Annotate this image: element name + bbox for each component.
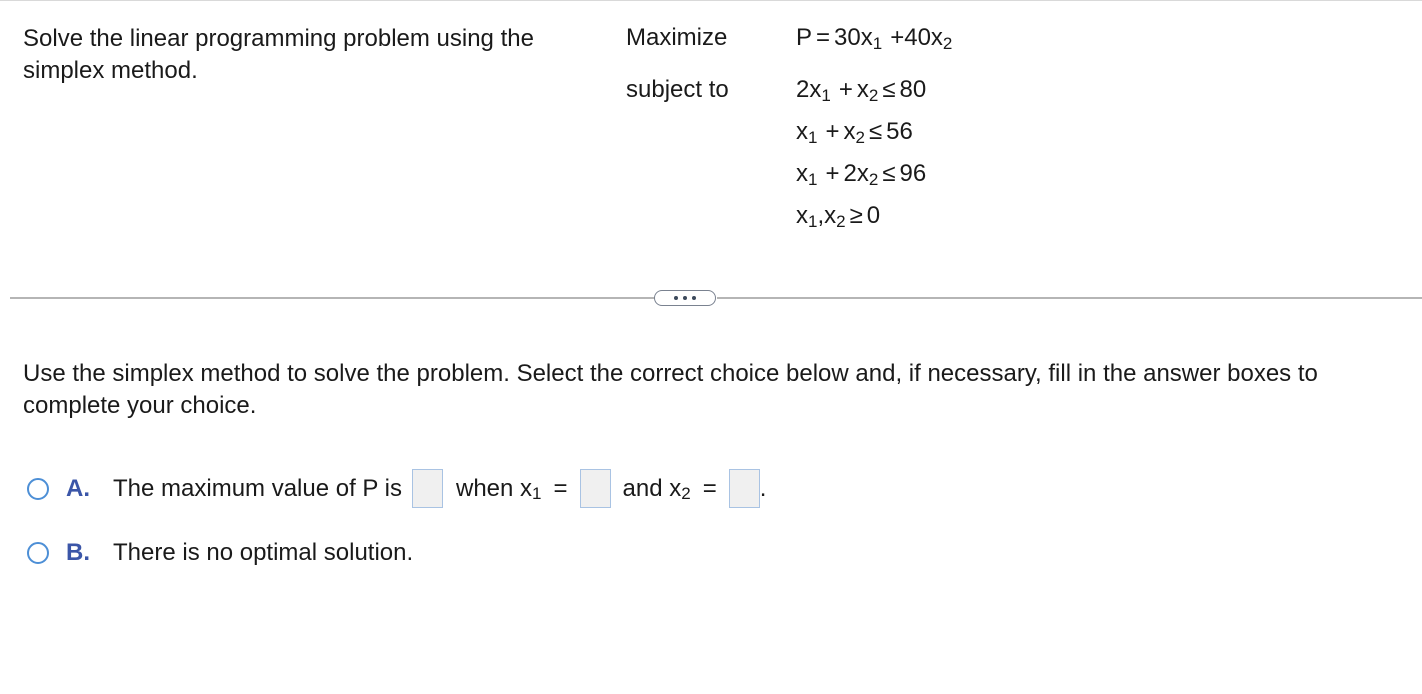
nonneg-sub-a: 1: [808, 212, 818, 231]
constraint-2-sub-a: 1: [808, 128, 818, 147]
objective-lhs: P: [796, 24, 813, 51]
answer-box-x2[interactable]: [729, 469, 760, 508]
choice-a-eq-2: =: [702, 474, 717, 502]
choice-b-text: There is no optimal solution.: [113, 539, 414, 566]
constraint-3-plus: +: [825, 160, 840, 187]
nonnegativity-constraint: [796, 201, 880, 233]
choice-b-letter: B.: [66, 539, 90, 566]
choice-b-radio[interactable]: [27, 542, 49, 564]
choice-a: [27, 469, 766, 508]
nonneg-term-a: x: [796, 202, 808, 229]
constraint-2-term-a: x: [796, 118, 808, 145]
constraint-1-rhs: 80: [899, 76, 927, 103]
choice-a-text: [113, 469, 766, 508]
constraint-1: [796, 75, 926, 107]
constraint-2-sub-b: 2: [855, 128, 865, 147]
objective-function: [796, 23, 952, 55]
nonneg-sub-b: 2: [836, 212, 846, 231]
choice-a-radio[interactable]: [27, 478, 49, 500]
subject-to-label: subject to: [626, 76, 729, 103]
choice-a-sub-1: 1: [532, 483, 542, 503]
objective-plus: +: [890, 24, 905, 51]
objective-eq: =: [816, 24, 831, 51]
objective-term-2: 40x: [904, 24, 943, 51]
problem-intro: Solve the linear programming problem using the simplex method.: [23, 25, 534, 84]
constraint-3-sub-b: 2: [868, 170, 879, 189]
constraint-2-rel: ≤: [868, 118, 883, 145]
section-divider-right: [717, 297, 1422, 299]
constraint-3-term-b: 2x: [843, 160, 869, 187]
objective-sub-2: 2: [942, 34, 953, 53]
nonneg-rhs: 0: [866, 202, 881, 229]
choice-a-period: .: [759, 474, 767, 502]
constraint-1-term-a: 2x: [796, 76, 822, 103]
answer-box-p[interactable]: [412, 469, 443, 508]
constraint-2-term-b: x: [843, 118, 856, 145]
ellipsis-icon: [674, 296, 696, 300]
nonneg-rel: ≥: [849, 202, 863, 229]
choice-a-text-when: when x: [456, 474, 533, 502]
constraint-1-plus: +: [838, 76, 853, 103]
maximize-label: Maximize: [626, 24, 728, 51]
constraint-1-sub-a: 1: [821, 86, 831, 105]
constraint-2-rhs: 56: [886, 118, 913, 145]
objective-term-1: 30x: [834, 24, 873, 51]
constraint-1-rel: ≤: [882, 76, 896, 103]
choice-a-letter: A.: [66, 474, 90, 502]
constraint-3-term-a: x: [796, 160, 808, 187]
answer-box-x1[interactable]: [580, 469, 611, 508]
choice-a-eq-1: =: [553, 474, 568, 502]
constraint-2: [796, 117, 913, 149]
top-rule: [0, 0, 1422, 1]
constraint-2-plus: +: [825, 118, 840, 145]
choice-a-text-max: The maximum value of P is: [113, 474, 402, 502]
constraint-3: [796, 159, 926, 191]
constraint-1-sub-b: 2: [868, 86, 879, 105]
choice-a-sub-2: 2: [681, 483, 691, 503]
choice-b: [27, 539, 413, 567]
constraint-3-rhs: 96: [899, 160, 927, 187]
instructions: Use the simplex method to solve the problem. Select the correct choice below and, if necessary, fill in the answer boxes to complete your choice.: [23, 360, 1318, 419]
constraint-3-sub-a: 1: [808, 170, 818, 189]
choice-a-text-and: and x: [622, 474, 682, 502]
section-divider-left: [10, 297, 655, 299]
objective-sub-1: 1: [872, 34, 883, 53]
constraint-1-term-b: x: [856, 76, 869, 103]
nonneg-comma: ,: [817, 202, 825, 229]
show-more-button[interactable]: [654, 290, 716, 306]
constraint-3-rel: ≤: [882, 160, 896, 187]
nonneg-term-b: x: [824, 202, 837, 229]
